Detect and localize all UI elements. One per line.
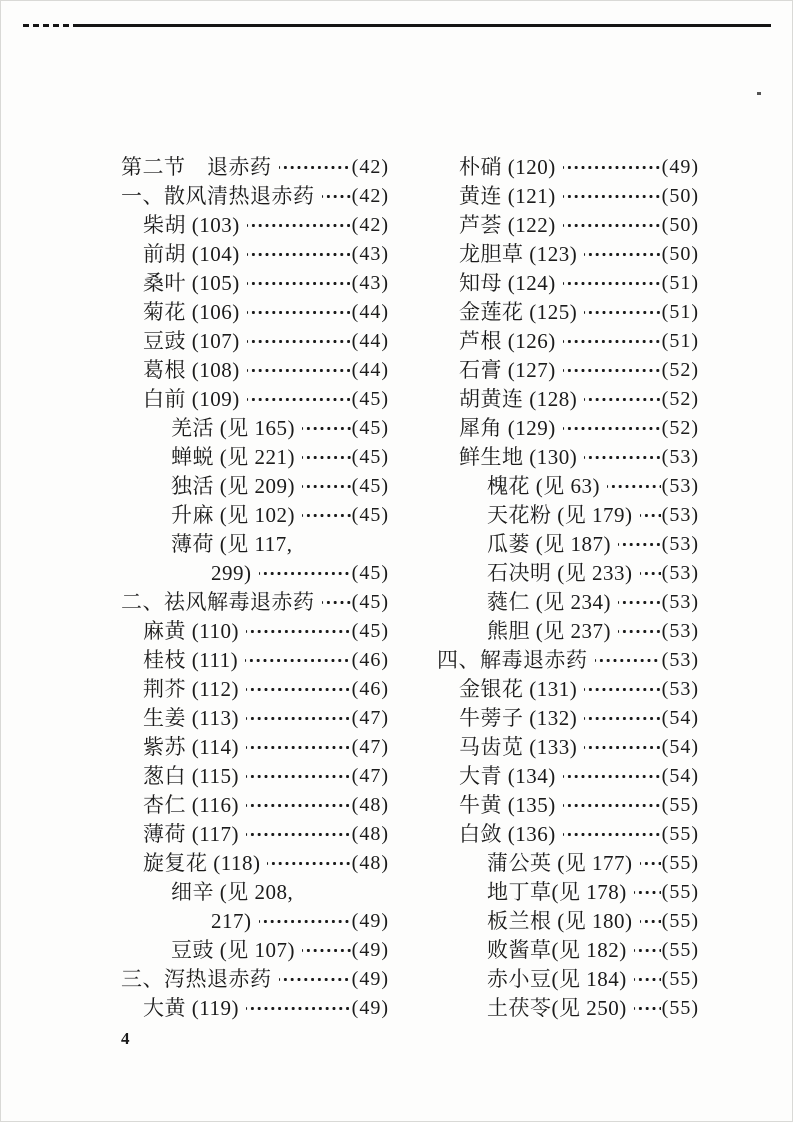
leader-dots bbox=[302, 501, 351, 530]
entry-page: (55) bbox=[661, 794, 699, 816]
entry-title: 薄荷 (117) bbox=[143, 822, 239, 846]
leader-dots bbox=[247, 385, 351, 414]
toc-row bbox=[437, 762, 699, 791]
entry-title: 蝉蜕 (见 221) bbox=[171, 445, 295, 469]
leader-dots bbox=[640, 559, 661, 588]
entry-title: 土茯苓(见 250) bbox=[487, 996, 627, 1020]
entry-page: (53) bbox=[661, 446, 699, 468]
entry-title: 升麻 (见 102) bbox=[171, 503, 295, 527]
entry-page: (48) bbox=[351, 852, 389, 874]
leader-dots bbox=[259, 559, 351, 588]
entry-page: (53) bbox=[661, 620, 699, 642]
toc-row bbox=[437, 820, 699, 849]
leader-dots bbox=[279, 965, 351, 994]
entry-page: (49) bbox=[351, 997, 389, 1019]
toc-row bbox=[121, 153, 389, 182]
leader-dots bbox=[246, 762, 351, 791]
entry-page: (51) bbox=[661, 272, 699, 294]
entry-title: 胡黄连 (128) bbox=[459, 387, 578, 411]
entry-title: 败酱草(见 182) bbox=[487, 938, 627, 962]
page-number: 4 bbox=[121, 1029, 131, 1048]
toc-row bbox=[121, 356, 389, 385]
entry-title: 芦根 (126) bbox=[459, 329, 556, 353]
toc-row bbox=[437, 733, 699, 762]
entry-title: 白前 (109) bbox=[143, 387, 240, 411]
entry-page: (44) bbox=[351, 330, 389, 352]
leader-dots bbox=[640, 501, 661, 530]
entry-page: (46) bbox=[351, 678, 389, 700]
toc-row bbox=[437, 472, 699, 501]
scan-speck bbox=[757, 92, 761, 95]
leader-dots bbox=[245, 646, 350, 675]
toc-row bbox=[437, 182, 699, 211]
toc-row bbox=[437, 791, 699, 820]
leader-dots bbox=[246, 791, 351, 820]
leader-dots bbox=[595, 646, 661, 675]
leader-dots bbox=[246, 994, 351, 1023]
entry-title: 生姜 (113) bbox=[143, 706, 239, 730]
toc-row bbox=[121, 936, 389, 965]
toc-row bbox=[437, 646, 699, 675]
entry-title: 板兰根 (见 180) bbox=[487, 909, 633, 933]
leader-dots bbox=[302, 414, 351, 443]
leader-dots bbox=[563, 356, 661, 385]
leader-dots bbox=[246, 733, 351, 762]
entry-title: 第二节 退赤药 bbox=[121, 155, 272, 179]
leader-dots bbox=[640, 849, 661, 878]
leader-dots bbox=[246, 675, 351, 704]
toc-row bbox=[121, 182, 389, 211]
entry-title: 麻黄 (110) bbox=[143, 619, 239, 643]
leader-dots bbox=[247, 211, 351, 240]
entry-page: (55) bbox=[661, 852, 699, 874]
leader-dots bbox=[302, 472, 351, 501]
leader-dots bbox=[247, 327, 351, 356]
entry-page: (54) bbox=[661, 765, 699, 787]
toc-row bbox=[121, 472, 389, 501]
leader-dots bbox=[563, 211, 661, 240]
entry-page: (55) bbox=[661, 881, 699, 903]
entry-title: 217) bbox=[211, 909, 252, 933]
toc-row bbox=[437, 530, 699, 559]
entry-page: (45) bbox=[351, 620, 389, 642]
leader-dots bbox=[563, 762, 661, 791]
leader-dots bbox=[584, 675, 660, 704]
entry-title: 紫苏 (114) bbox=[143, 735, 239, 759]
entry-page: (52) bbox=[661, 388, 699, 410]
entry-page: (53) bbox=[661, 533, 699, 555]
toc-row bbox=[121, 762, 389, 791]
leader-dots bbox=[618, 588, 661, 617]
toc-row bbox=[437, 356, 699, 385]
entry-page: (49) bbox=[351, 968, 389, 990]
entry-page: (45) bbox=[351, 562, 389, 584]
toc-row bbox=[121, 443, 389, 472]
leader-dots bbox=[563, 269, 661, 298]
entry-title: 四、解毒退赤药 bbox=[437, 648, 588, 672]
entry-title: 地丁草(见 178) bbox=[487, 880, 627, 904]
leader-dots bbox=[563, 327, 661, 356]
toc-row bbox=[121, 733, 389, 762]
entry-title: 薄荷 (见 117, bbox=[171, 532, 293, 556]
toc-row bbox=[437, 298, 699, 327]
toc-row bbox=[437, 211, 699, 240]
entry-title: 二、祛风解毒退赤药 bbox=[121, 590, 315, 614]
entry-page: (55) bbox=[661, 910, 699, 932]
leader-dots bbox=[584, 298, 660, 327]
entry-title: 朴硝 (120) bbox=[459, 155, 556, 179]
leader-dots bbox=[563, 791, 661, 820]
entry-page: (49) bbox=[351, 910, 389, 932]
entry-page: (55) bbox=[661, 823, 699, 845]
toc-row bbox=[121, 501, 389, 530]
leader-dots bbox=[322, 588, 351, 617]
entry-title: 天花粉 (见 179) bbox=[487, 503, 633, 527]
entry-title: 葛根 (108) bbox=[143, 358, 240, 382]
entry-page: (48) bbox=[351, 823, 389, 845]
entry-page: (45) bbox=[351, 591, 389, 613]
toc-row bbox=[121, 675, 389, 704]
entry-title: 石决明 (见 233) bbox=[487, 561, 633, 585]
leader-dots bbox=[584, 385, 660, 414]
entry-title: 赤小豆(见 184) bbox=[487, 967, 627, 991]
entry-page: (54) bbox=[661, 707, 699, 729]
toc-row bbox=[437, 327, 699, 356]
leader-dots bbox=[563, 153, 661, 182]
leader-dots bbox=[246, 704, 351, 733]
leader-dots bbox=[247, 356, 351, 385]
toc-row bbox=[437, 936, 699, 965]
toc-column-right bbox=[437, 153, 699, 1023]
entry-title: 299) bbox=[211, 561, 252, 585]
entry-title: 桑叶 (105) bbox=[143, 271, 240, 295]
toc-row bbox=[121, 646, 389, 675]
leader-dots bbox=[302, 936, 351, 965]
entry-page: (47) bbox=[351, 736, 389, 758]
toc-row bbox=[121, 791, 389, 820]
entry-page: (45) bbox=[351, 446, 389, 468]
toc-row bbox=[437, 617, 699, 646]
toc-row bbox=[121, 269, 389, 298]
entry-title: 蕤仁 (见 234) bbox=[487, 590, 611, 614]
entry-title: 牛黄 (135) bbox=[459, 793, 556, 817]
toc-row bbox=[121, 530, 389, 559]
leader-dots bbox=[563, 414, 661, 443]
entry-title: 瓜蒌 (见 187) bbox=[487, 532, 611, 556]
entry-title: 黄连 (121) bbox=[459, 184, 556, 208]
entry-page: (53) bbox=[661, 591, 699, 613]
toc-row bbox=[121, 994, 389, 1023]
entry-title: 白敛 (136) bbox=[459, 822, 556, 846]
leader-dots bbox=[247, 269, 351, 298]
entry-page: (45) bbox=[351, 475, 389, 497]
leader-dots bbox=[634, 994, 661, 1023]
entry-title: 豆豉 (见 107) bbox=[171, 938, 295, 962]
entry-page: (50) bbox=[661, 214, 699, 236]
entry-page: (50) bbox=[661, 243, 699, 265]
entry-title: 槐花 (见 63) bbox=[487, 474, 600, 498]
entry-title: 三、泻热退赤药 bbox=[121, 967, 272, 991]
entry-title: 鲜生地 (130) bbox=[459, 445, 578, 469]
entry-title: 马齿苋 (133) bbox=[459, 735, 578, 759]
toc-row bbox=[437, 414, 699, 443]
toc-row bbox=[121, 820, 389, 849]
entry-page: (43) bbox=[351, 243, 389, 265]
toc-row bbox=[121, 327, 389, 356]
toc-row bbox=[121, 588, 389, 617]
leader-dots bbox=[584, 240, 660, 269]
entry-page: (51) bbox=[661, 301, 699, 323]
entry-title: 豆豉 (107) bbox=[143, 329, 240, 353]
entry-page: (43) bbox=[351, 272, 389, 294]
entry-title: 金莲花 (125) bbox=[459, 300, 578, 324]
leader-dots bbox=[640, 907, 661, 936]
toc-row bbox=[437, 153, 699, 182]
entry-title: 柴胡 (103) bbox=[143, 213, 240, 237]
entry-page: (53) bbox=[661, 562, 699, 584]
toc-row bbox=[437, 269, 699, 298]
toc-row bbox=[121, 385, 389, 414]
toc-row bbox=[437, 965, 699, 994]
entry-page: (45) bbox=[351, 388, 389, 410]
entry-page: (55) bbox=[661, 968, 699, 990]
entry-page: (53) bbox=[661, 475, 699, 497]
leader-dots bbox=[246, 617, 351, 646]
entry-title: 蒲公英 (见 177) bbox=[487, 851, 633, 875]
toc-row bbox=[437, 588, 699, 617]
toc-row bbox=[121, 849, 389, 878]
leader-dots bbox=[618, 617, 661, 646]
leader-dots bbox=[246, 820, 351, 849]
leader-dots bbox=[584, 443, 660, 472]
entry-page: (54) bbox=[661, 736, 699, 758]
entry-page: (45) bbox=[351, 417, 389, 439]
toc-row bbox=[121, 298, 389, 327]
entry-title: 石膏 (127) bbox=[459, 358, 556, 382]
leader-dots bbox=[618, 530, 661, 559]
entry-page: (55) bbox=[661, 997, 699, 1019]
toc-row bbox=[437, 849, 699, 878]
top-rule-dashed-segment bbox=[23, 24, 77, 27]
toc-row bbox=[121, 878, 389, 907]
entry-title: 大青 (134) bbox=[459, 764, 556, 788]
entry-page: (49) bbox=[661, 156, 699, 178]
entry-title: 杏仁 (116) bbox=[143, 793, 239, 817]
toc-row bbox=[437, 559, 699, 588]
leader-dots bbox=[584, 704, 660, 733]
entry-title: 龙胆草 (123) bbox=[459, 242, 578, 266]
toc-row bbox=[437, 240, 699, 269]
leader-dots bbox=[607, 472, 661, 501]
toc-row bbox=[437, 501, 699, 530]
entry-title: 金银花 (131) bbox=[459, 677, 578, 701]
entry-page: (44) bbox=[351, 359, 389, 381]
toc-row bbox=[437, 994, 699, 1023]
entry-title: 细辛 (见 208, bbox=[171, 880, 294, 904]
toc-row bbox=[437, 675, 699, 704]
toc-row bbox=[437, 443, 699, 472]
entry-page: (52) bbox=[661, 359, 699, 381]
entry-page: (52) bbox=[661, 417, 699, 439]
entry-title: 羌活 (见 165) bbox=[171, 416, 295, 440]
toc-row bbox=[121, 240, 389, 269]
entry-title: 知母 (124) bbox=[459, 271, 556, 295]
toc-row bbox=[437, 878, 699, 907]
entry-page: (44) bbox=[351, 301, 389, 323]
leader-dots bbox=[259, 907, 351, 936]
entry-title: 旋复花 (118) bbox=[143, 851, 261, 875]
entry-page: (49) bbox=[351, 939, 389, 961]
entry-title: 一、散风清热退赤药 bbox=[121, 184, 315, 208]
entry-page: (42) bbox=[351, 156, 389, 178]
toc-row bbox=[121, 907, 389, 936]
entry-title: 大黄 (119) bbox=[143, 996, 239, 1020]
entry-title: 菊花 (106) bbox=[143, 300, 240, 324]
entry-page: (46) bbox=[351, 649, 389, 671]
toc-row bbox=[437, 704, 699, 733]
leader-dots bbox=[584, 733, 660, 762]
leader-dots bbox=[279, 153, 351, 182]
leader-dots bbox=[247, 240, 351, 269]
leader-dots bbox=[634, 936, 661, 965]
toc-row bbox=[437, 385, 699, 414]
entry-title: 桂枝 (111) bbox=[143, 648, 239, 672]
entry-page: (47) bbox=[351, 707, 389, 729]
entry-page: (42) bbox=[351, 185, 389, 207]
entry-title: 犀角 (129) bbox=[459, 416, 556, 440]
entry-page: (53) bbox=[661, 649, 699, 671]
toc-column-left bbox=[121, 153, 389, 1023]
entry-title: 前胡 (104) bbox=[143, 242, 240, 266]
leader-dots bbox=[634, 878, 661, 907]
leader-dots bbox=[267, 849, 350, 878]
leader-dots bbox=[302, 443, 351, 472]
entry-page: (42) bbox=[351, 214, 389, 236]
entry-page: (55) bbox=[661, 939, 699, 961]
entry-title: 牛蒡子 (132) bbox=[459, 706, 578, 730]
entry-title: 芦荟 (122) bbox=[459, 213, 556, 237]
toc-row bbox=[121, 559, 389, 588]
entry-page: (48) bbox=[351, 794, 389, 816]
entry-page: (51) bbox=[661, 330, 699, 352]
toc-row bbox=[121, 414, 389, 443]
entry-title: 荆芥 (112) bbox=[143, 677, 239, 701]
leader-dots bbox=[322, 182, 351, 211]
toc-row bbox=[121, 965, 389, 994]
toc-row bbox=[121, 211, 389, 240]
leader-dots bbox=[563, 820, 661, 849]
entry-page: (50) bbox=[661, 185, 699, 207]
toc-row bbox=[121, 617, 389, 646]
leader-dots bbox=[634, 965, 661, 994]
entry-title: 葱白 (115) bbox=[143, 764, 239, 788]
toc-row bbox=[437, 907, 699, 936]
top-rule bbox=[75, 24, 771, 27]
leader-dots bbox=[563, 182, 661, 211]
entry-title: 熊胆 (见 237) bbox=[487, 619, 611, 643]
entry-page: (45) bbox=[351, 504, 389, 526]
entry-page: (53) bbox=[661, 678, 699, 700]
entry-page: (53) bbox=[661, 504, 699, 526]
toc-row bbox=[121, 704, 389, 733]
leader-dots bbox=[247, 298, 351, 327]
entry-page: (47) bbox=[351, 765, 389, 787]
entry-title: 独活 (见 209) bbox=[171, 474, 295, 498]
